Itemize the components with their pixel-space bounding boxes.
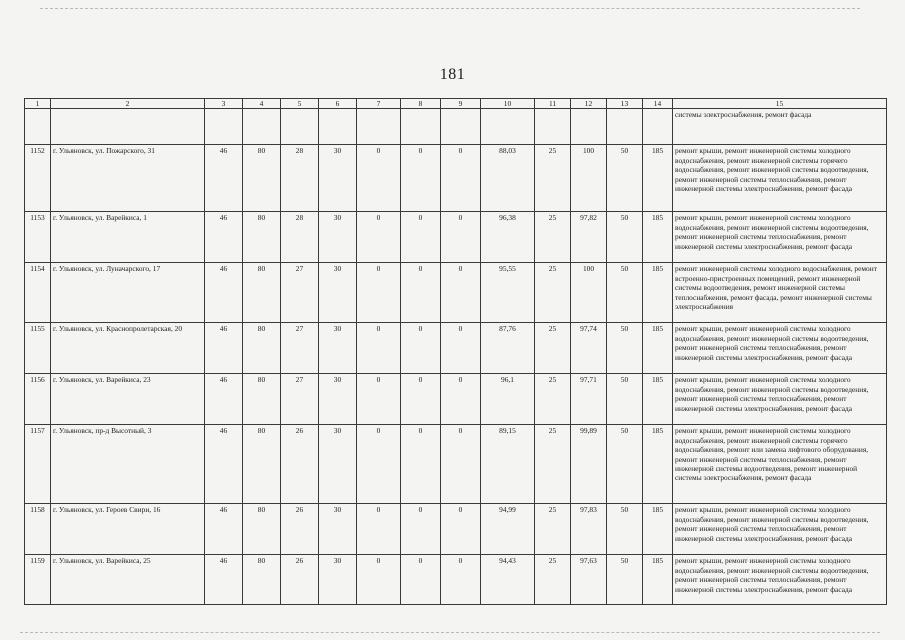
value-cell-col-12: 97,82 — [571, 212, 607, 263]
empty-cell — [401, 109, 441, 145]
empty-cell — [571, 109, 607, 145]
row-number-cell: 1157 — [25, 425, 51, 504]
value-cell-col-12: 100 — [571, 145, 607, 212]
value-cell-col-4: 80 — [243, 212, 281, 263]
value-cell-col-9: 0 — [441, 425, 481, 504]
row-number-cell: 1158 — [25, 504, 51, 555]
value-cell-col-4: 80 — [243, 145, 281, 212]
value-cell-col-4: 80 — [243, 323, 281, 374]
column-header-2: 2 — [51, 99, 205, 109]
value-cell-col-6: 30 — [319, 555, 357, 605]
value-cell-col-10: 96,38 — [481, 212, 535, 263]
address-cell: г. Ульяновск, ул. Луначарского, 17 — [51, 263, 205, 323]
value-cell-col-13: 50 — [607, 555, 643, 605]
value-cell-col-6: 30 — [319, 374, 357, 425]
column-header-4: 4 — [243, 99, 281, 109]
value-cell-col-14: 185 — [643, 145, 673, 212]
value-cell-col-6: 30 — [319, 504, 357, 555]
value-cell-col-11: 25 — [535, 555, 571, 605]
value-cell-col-6: 30 — [319, 212, 357, 263]
empty-cell — [205, 109, 243, 145]
value-cell-col-11: 25 — [535, 212, 571, 263]
value-cell-col-4: 80 — [243, 263, 281, 323]
value-cell-col-12: 97,74 — [571, 323, 607, 374]
address-cell: г. Ульяновск, пр-д Высотный, 3 — [51, 425, 205, 504]
value-cell-col-10: 89,15 — [481, 425, 535, 504]
address-cell: г. Ульяновск, ул. Варейкиса, 23 — [51, 374, 205, 425]
value-cell-col-13: 50 — [607, 425, 643, 504]
value-cell-col-5: 27 — [281, 323, 319, 374]
row-number-cell: 1152 — [25, 145, 51, 212]
value-cell-col-14: 185 — [643, 555, 673, 605]
value-cell-col-14: 185 — [643, 323, 673, 374]
value-cell-col-3: 46 — [205, 374, 243, 425]
table-body — [25, 99, 887, 605]
scan-artifact-bottom — [20, 632, 880, 633]
value-cell-col-10: 88,03 — [481, 145, 535, 212]
address-cell: г. Ульяновск, ул. Варейкиса, 1 — [51, 212, 205, 263]
value-cell-col-7: 0 — [357, 555, 401, 605]
works-description-cell: ремонт крыши, ремонт инженерной системы холодного водоснабжения, ремонт инженерной системы горячего водоснабжения, ремонт инженерной системы водоотведения, ремонт инженерной системы теплоснабжения, ремонт инженерной системы электроснабжения, ремонт фасада — [673, 145, 887, 212]
value-cell-col-3: 46 — [205, 504, 243, 555]
value-cell-col-5: 27 — [281, 374, 319, 425]
column-header-3: 3 — [205, 99, 243, 109]
column-header-8: 8 — [401, 99, 441, 109]
value-cell-col-3: 46 — [205, 555, 243, 605]
value-cell-col-5: 26 — [281, 425, 319, 504]
empty-cell — [319, 109, 357, 145]
value-cell-col-7: 0 — [357, 504, 401, 555]
value-cell-col-5: 28 — [281, 212, 319, 263]
value-cell-col-11: 25 — [535, 504, 571, 555]
value-cell-col-7: 0 — [357, 374, 401, 425]
works-description-cell: ремонт крыши, ремонт инженерной системы холодного водоснабжения, ремонт инженерной системы водоотведения, ремонт инженерной системы теплоснабжения, ремонт инженерной системы электроснабжения, ремонт фасада — [673, 504, 887, 555]
value-cell-col-8: 0 — [401, 263, 441, 323]
value-cell-col-10: 87,76 — [481, 323, 535, 374]
column-header-6: 6 — [319, 99, 357, 109]
value-cell-col-5: 28 — [281, 145, 319, 212]
address-cell: г. Ульяновск, ул. Героев Свири, 16 — [51, 504, 205, 555]
column-header-9: 9 — [441, 99, 481, 109]
value-cell-col-7: 0 — [357, 212, 401, 263]
value-cell-col-10: 95,55 — [481, 263, 535, 323]
value-cell-col-6: 30 — [319, 263, 357, 323]
value-cell-col-3: 46 — [205, 263, 243, 323]
empty-cell — [281, 109, 319, 145]
value-cell-col-8: 0 — [401, 212, 441, 263]
value-cell-col-8: 0 — [401, 425, 441, 504]
empty-cell — [535, 109, 571, 145]
address-cell: г. Ульяновск, ул. Пожарского, 31 — [51, 145, 205, 212]
page-number: 181 — [439, 66, 466, 83]
column-header-5: 5 — [281, 99, 319, 109]
empty-cell — [643, 109, 673, 145]
table-row — [25, 323, 887, 374]
value-cell-col-10: 96,1 — [481, 374, 535, 425]
value-cell-col-11: 25 — [535, 323, 571, 374]
value-cell-col-9: 0 — [441, 145, 481, 212]
column-header-14: 14 — [643, 99, 673, 109]
empty-cell — [51, 109, 205, 145]
works-description-cell: ремонт крыши, ремонт инженерной системы холодного водоснабжения, ремонт инженерной системы горячего водоснабжения, ремонт или замена лифтового оборудования, ремонт инженерной системы теплоснабжения, ремонт инженерной системы водоотведения, ремонт инженерной системы электроснабжения, ремонт фасада — [673, 425, 887, 504]
table-row — [25, 504, 887, 555]
value-cell-col-14: 185 — [643, 263, 673, 323]
value-cell-col-8: 0 — [401, 323, 441, 374]
value-cell-col-7: 0 — [357, 425, 401, 504]
value-cell-col-3: 46 — [205, 145, 243, 212]
value-cell-col-11: 25 — [535, 263, 571, 323]
value-cell-col-10: 94,99 — [481, 504, 535, 555]
value-cell-col-8: 0 — [401, 555, 441, 605]
works-description-cell: ремонт крыши, ремонт инженерной системы холодного водоснабжения, ремонт инженерной системы водоотведения, ремонт инженерной системы теплоснабжения, ремонт инженерной системы электроснабжения, ремонт фасада — [673, 323, 887, 374]
value-cell-col-9: 0 — [441, 323, 481, 374]
value-cell-col-9: 0 — [441, 374, 481, 425]
column-header-7: 7 — [357, 99, 401, 109]
value-cell-col-13: 50 — [607, 263, 643, 323]
column-header-15: 15 — [673, 99, 887, 109]
row-number-cell: 1153 — [25, 212, 51, 263]
table-row — [25, 263, 887, 323]
value-cell-col-12: 97,71 — [571, 374, 607, 425]
value-cell-col-13: 50 — [607, 212, 643, 263]
row-number-cell: 1155 — [25, 323, 51, 374]
column-header-12: 12 — [571, 99, 607, 109]
empty-cell — [607, 109, 643, 145]
value-cell-col-12: 97,63 — [571, 555, 607, 605]
value-cell-col-9: 0 — [441, 212, 481, 263]
value-cell-col-4: 80 — [243, 504, 281, 555]
value-cell-col-9: 0 — [441, 504, 481, 555]
value-cell-col-14: 185 — [643, 504, 673, 555]
value-cell-col-6: 30 — [319, 145, 357, 212]
value-cell-col-4: 80 — [243, 374, 281, 425]
column-header-10: 10 — [481, 99, 535, 109]
value-cell-col-5: 26 — [281, 504, 319, 555]
value-cell-col-9: 0 — [441, 263, 481, 323]
empty-cell — [25, 109, 51, 145]
value-cell-col-9: 0 — [441, 555, 481, 605]
address-cell: г. Ульяновск, ул. Варейкиса, 25 — [51, 555, 205, 605]
table-row — [25, 555, 887, 605]
value-cell-col-11: 25 — [535, 145, 571, 212]
table-row — [25, 374, 887, 425]
address-cell: г. Ульяновск, ул. Краснопролетарская, 20 — [51, 323, 205, 374]
value-cell-col-7: 0 — [357, 263, 401, 323]
value-cell-col-8: 0 — [401, 504, 441, 555]
value-cell-col-8: 0 — [401, 374, 441, 425]
value-cell-col-5: 27 — [281, 263, 319, 323]
table-row — [25, 425, 887, 504]
value-cell-col-13: 50 — [607, 374, 643, 425]
value-cell-col-13: 50 — [607, 504, 643, 555]
value-cell-col-14: 185 — [643, 374, 673, 425]
column-header-11: 11 — [535, 99, 571, 109]
continuation-row — [25, 109, 887, 145]
value-cell-col-12: 100 — [571, 263, 607, 323]
value-cell-col-11: 25 — [535, 374, 571, 425]
value-cell-col-7: 0 — [357, 145, 401, 212]
value-cell-col-6: 30 — [319, 323, 357, 374]
value-cell-col-12: 99,89 — [571, 425, 607, 504]
value-cell-col-5: 26 — [281, 555, 319, 605]
continuation-text: системы электроснабжения, ремонт фасада — [673, 109, 887, 145]
empty-cell — [481, 109, 535, 145]
column-header-13: 13 — [607, 99, 643, 109]
row-number-cell: 1159 — [25, 555, 51, 605]
table-row — [25, 145, 887, 212]
table-header-row — [25, 99, 887, 109]
row-number-cell: 1154 — [25, 263, 51, 323]
capital-repair-table — [24, 98, 887, 605]
table-row — [25, 212, 887, 263]
value-cell-col-11: 25 — [535, 425, 571, 504]
value-cell-col-10: 94,43 — [481, 555, 535, 605]
empty-cell — [243, 109, 281, 145]
value-cell-col-3: 46 — [205, 212, 243, 263]
column-header-1: 1 — [25, 99, 51, 109]
works-description-cell: ремонт крыши, ремонт инженерной системы холодного водоснабжения, ремонт инженерной системы водоотведения, ремонт инженерной системы теплоснабжения, ремонт инженерной системы электроснабжения, ремонт фасада — [673, 212, 887, 263]
value-cell-col-13: 50 — [607, 145, 643, 212]
row-number-cell: 1156 — [25, 374, 51, 425]
works-description-cell: ремонт инженерной системы холодного водоснабжения, ремонт встроенно-пристроенных помещений, ремонт инженерной системы водоотведения, ремонт инженерной системы теплоснабжения, ремонт фасада, ремонт инженерной системы электроснабжения — [673, 263, 887, 323]
value-cell-col-14: 185 — [643, 212, 673, 263]
value-cell-col-3: 46 — [205, 323, 243, 374]
value-cell-col-4: 80 — [243, 555, 281, 605]
empty-cell — [357, 109, 401, 145]
value-cell-col-8: 0 — [401, 145, 441, 212]
value-cell-col-13: 50 — [607, 323, 643, 374]
value-cell-col-6: 30 — [319, 425, 357, 504]
value-cell-col-12: 97,83 — [571, 504, 607, 555]
works-description-cell: ремонт крыши, ремонт инженерной системы холодного водоснабжения, ремонт инженерной системы водоотведения, ремонт инженерной системы теплоснабжения, ремонт инженерной системы электроснабжения, ремонт фасада — [673, 374, 887, 425]
scan-artifact-top — [40, 8, 860, 9]
value-cell-col-4: 80 — [243, 425, 281, 504]
value-cell-col-14: 185 — [643, 425, 673, 504]
works-description-cell: ремонт крыши, ремонт инженерной системы холодного водоснабжения, ремонт инженерной системы водоотведения, ремонт инженерной системы теплоснабжения, ремонт инженерной системы электроснабжения, ремонт фасада — [673, 555, 887, 605]
empty-cell — [441, 109, 481, 145]
value-cell-col-7: 0 — [357, 323, 401, 374]
value-cell-col-3: 46 — [205, 425, 243, 504]
